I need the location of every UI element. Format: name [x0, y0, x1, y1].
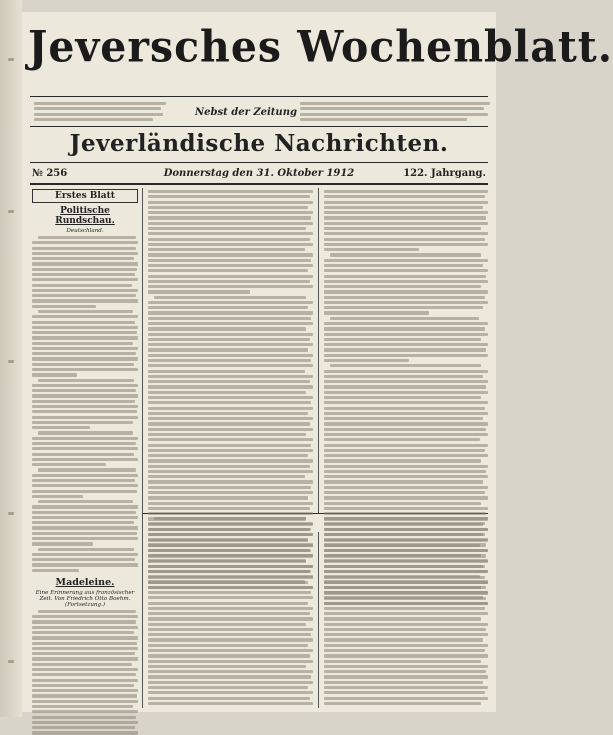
feuilleton-text [32, 610, 138, 735]
spine-binding-mark [8, 58, 14, 61]
issue-date: Donnerstag den 31. Oktober 1912 [163, 168, 355, 179]
feuilleton-subheading: Eine Erinnerung aus französischer Zeit. Von Friedrich Otto Boehm. (Fortsetzung.) [35, 589, 135, 608]
column-2-upper [148, 190, 313, 510]
rule [30, 126, 488, 127]
column-3-upper [324, 190, 488, 510]
volume-number: 122. Jahrgang. [403, 168, 486, 179]
book-spine [0, 0, 22, 717]
feuilleton-column-1 [148, 517, 313, 707]
column-rule [142, 188, 143, 708]
column-rule [318, 532, 319, 708]
spine-binding-mark [8, 660, 14, 663]
rule [30, 96, 488, 97]
politics-heading: Politische Rundschau. [55, 206, 115, 226]
masthead: Jeversches Wochenblatt. [28, 21, 613, 73]
feuilleton-column-2 [324, 517, 488, 707]
rule [30, 162, 488, 163]
dateline [32, 166, 486, 181]
spine-binding-mark [8, 512, 14, 515]
supplement-note: Nebst der Zeitung [195, 107, 297, 118]
column-1 [32, 188, 138, 708]
rule [30, 183, 488, 185]
spine-binding-mark [8, 360, 14, 363]
newspaper-page [22, 12, 613, 712]
article-text [32, 236, 138, 572]
feuilleton-heading: Madeleine. [55, 576, 115, 588]
subtitle: Jeverländische Nachrichten. [69, 130, 449, 157]
publication-info-left [34, 102, 166, 123]
first-sheet-label: Erstes Blatt [32, 189, 138, 203]
column-rule [318, 188, 319, 513]
issue-number: № 256 [32, 168, 68, 179]
spine-binding-mark [8, 210, 14, 213]
germany-subheading: Deutschland. [66, 228, 104, 234]
publication-info-right [300, 102, 490, 123]
